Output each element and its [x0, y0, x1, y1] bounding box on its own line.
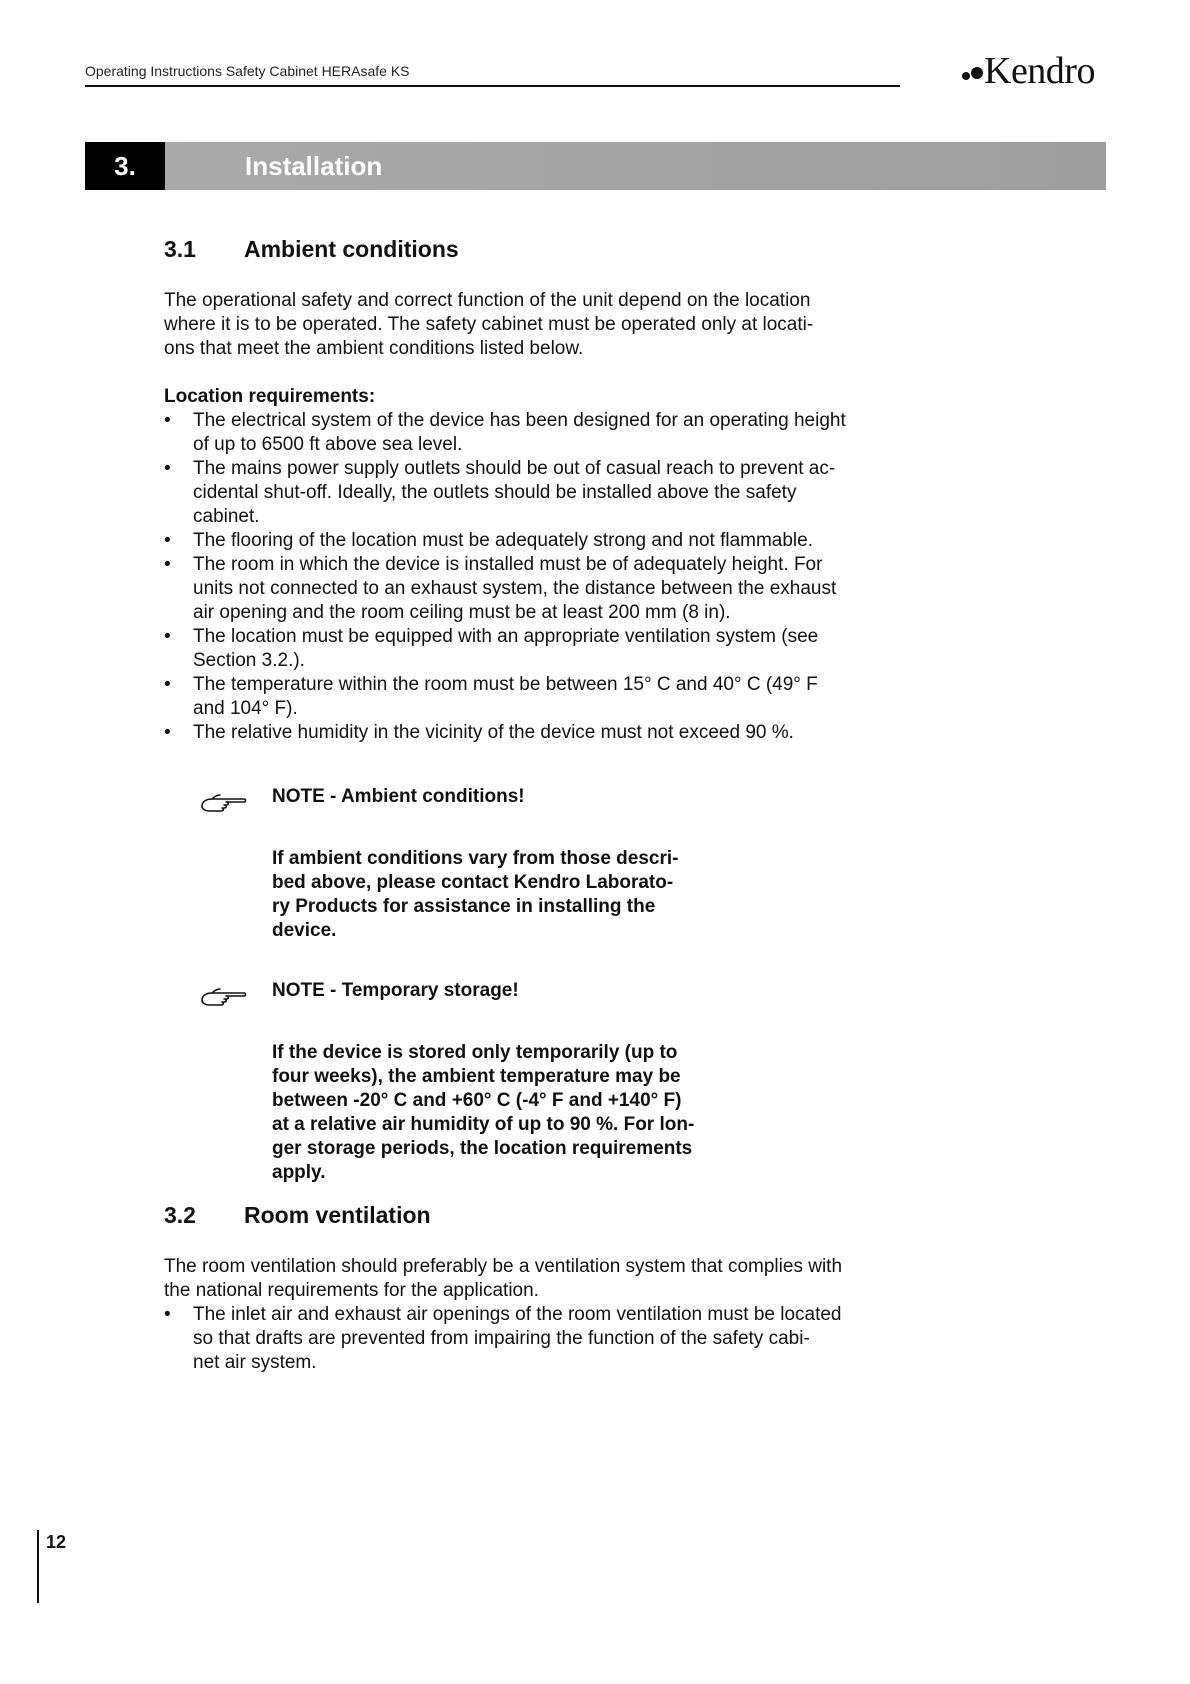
- chapter-heading-bar: [85, 142, 1106, 190]
- note-line: at a relative air humidity of up to 90 %. For lon-: [272, 1114, 695, 1135]
- list-item: [164, 625, 854, 673]
- list-item: [164, 673, 854, 721]
- page-number: 12: [46, 1532, 67, 1552]
- list-item-line: • The electrical system of the device has been designed for an operating height: [193, 410, 846, 431]
- list-item: [164, 409, 854, 457]
- location-requirements-heading: Location requirements:: [164, 386, 376, 407]
- section-number: 3.2: [164, 1202, 196, 1228]
- header-rule: [85, 85, 900, 87]
- list-item-line: • The room in which the device is installed must be of adequately height. For: [193, 554, 823, 575]
- section-heading-room-ventilation: [164, 1202, 431, 1229]
- list-item: [164, 1303, 854, 1375]
- list-item-line: cidental shut-off. Ideally, the outlets should be installed above the safety: [193, 482, 797, 503]
- note-line: If ambient conditions vary from those descri-: [272, 848, 679, 869]
- paragraph-line: where it is to be operated. The safety cabinet must be operated only at locati-: [164, 314, 814, 335]
- list-item-line: • The inlet air and exhaust air openings of the room ventilation must be located: [193, 1304, 842, 1325]
- room-ventilation-block: [164, 1255, 854, 1375]
- paragraph-line: the national requirements for the application.: [164, 1280, 539, 1301]
- page-margin-rule: [37, 1530, 39, 1603]
- chapter-title-box: [165, 142, 1106, 190]
- note-line: apply.: [272, 1162, 326, 1183]
- list-item-line: • The flooring of the location must be adequately strong and not flammable.: [193, 530, 813, 551]
- note-body-ambient: [272, 847, 698, 943]
- list-item-line: so that drafts are prevented from impairing the function of the safety cabi-: [193, 1328, 810, 1349]
- list-item-line: and 104° F).: [193, 698, 298, 719]
- list-item-line: units not connected to an exhaust system, the distance between the exhaust: [193, 578, 837, 599]
- list-item-line: • The mains power supply outlets should be out of casual reach to prevent ac-: [193, 458, 836, 479]
- list-item: [164, 553, 854, 625]
- paragraph-line: The operational safety and correct function of the unit depend on the location: [164, 290, 811, 311]
- document-header-title: Operating Instructions Safety Cabinet HERAsafe KS: [85, 63, 410, 79]
- note-body-storage: [272, 1041, 698, 1185]
- section-title: Room ventilation: [244, 1202, 431, 1228]
- logo-dots-icon: [962, 62, 983, 80]
- location-requirements-list: [164, 409, 854, 745]
- list-item-line: Section 3.2.).: [193, 650, 305, 671]
- note-title-ambient: NOTE - Ambient conditions!: [272, 786, 525, 807]
- paragraph-line: ons that meet the ambient conditions listed below.: [164, 338, 584, 359]
- list-item-line: air opening and the room ceiling must be at least 200 mm (8 in).: [193, 602, 731, 623]
- section-title: Ambient conditions: [244, 236, 459, 262]
- location-requirements-block: [164, 385, 854, 745]
- note-line: between -20° C and +60° C (-4° F and +140° F): [272, 1090, 682, 1111]
- pointing-hand-icon: [198, 790, 248, 814]
- list-item-line: • The temperature within the room must be between 15° C and 40° C (49° F: [193, 674, 818, 695]
- note-line: ry Products for assistance in installing the: [272, 896, 656, 917]
- section-number: 3.1: [164, 236, 196, 262]
- chapter-number: 3.: [85, 142, 165, 190]
- logo-text: Kendro: [984, 49, 1095, 92]
- list-item: [164, 721, 854, 745]
- chapter-title: Installation: [245, 150, 383, 181]
- ambient-intro-paragraph: [164, 289, 854, 361]
- pointing-hand-icon: [198, 984, 248, 1008]
- list-item-line: net air system.: [193, 1352, 317, 1373]
- kendro-logo: [962, 48, 1095, 93]
- note-line: bed above, please contact Kendro Laborato-: [272, 872, 674, 893]
- note-line: device.: [272, 920, 337, 941]
- section-heading-ambient-conditions: [164, 236, 459, 263]
- note-line: four weeks), the ambient temperature may be: [272, 1066, 681, 1087]
- list-item-line: of up to 6500 ft above sea level.: [193, 434, 463, 455]
- list-item-line: • The location must be equipped with an appropriate ventilation system (see: [193, 626, 819, 647]
- note-title-storage: NOTE - Temporary storage!: [272, 980, 519, 1001]
- list-item: [164, 457, 854, 529]
- paragraph-line: The room ventilation should preferably be a ventilation system that complies with: [164, 1256, 843, 1277]
- ventilation-list: [164, 1303, 854, 1375]
- note-line: ger storage periods, the location requirements: [272, 1138, 693, 1159]
- list-item-line: • The relative humidity in the vicinity of the device must not exceed 90 %.: [193, 722, 794, 743]
- note-line: If the device is stored only temporarily (up to: [272, 1042, 678, 1063]
- list-item: [164, 529, 854, 553]
- list-item-line: cabinet.: [193, 506, 260, 527]
